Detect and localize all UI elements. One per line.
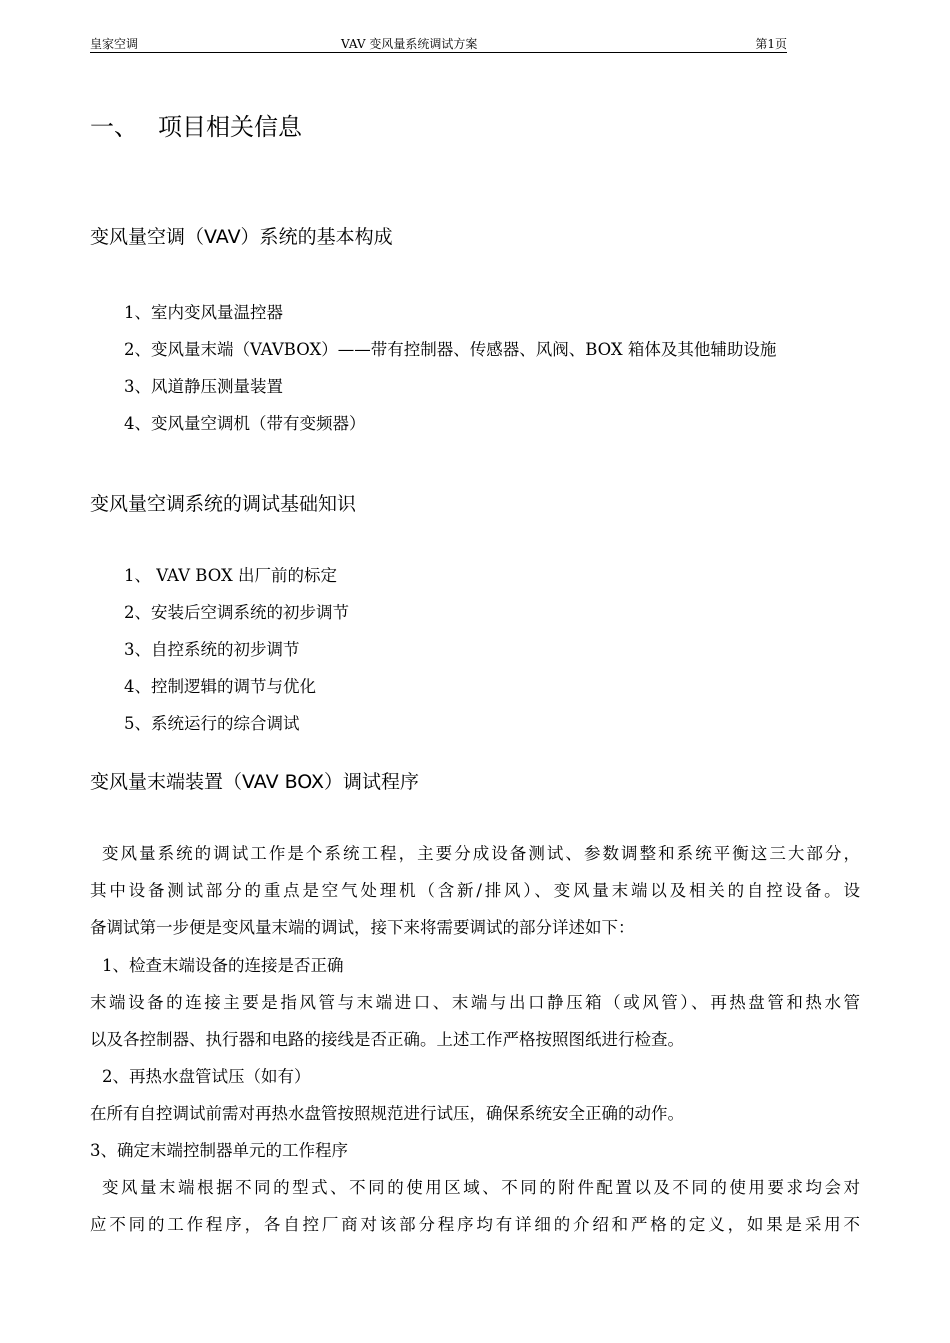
list-item: 3、风道静压测量装置 [124,377,283,396]
section-title-debug-basics: 变风量空调系统的调试基础知识 [90,493,357,515]
list-item: 1、室内变风量温控器 [124,303,283,322]
chapter-heading [90,110,302,144]
list-item: 1、 VAV BOX 出厂前的标定 [124,566,337,585]
header-doc-title: VAV 变风量系统调试方案 [341,37,478,51]
body-paragraph-line: 备调试第一步便是变风量末端的调试，接下来将需要调试的部分详述如下： [90,918,635,937]
step-heading: 2、再热水盘管试压（如有） [102,1067,311,1086]
chapter-title: 项目相关信息 [158,113,302,141]
body-paragraph-line: 末端设备的连接主要是指风管与末端进口、末端与出口静压箱（或风管）、再热盘管和热水管 [90,993,860,1012]
body-paragraph-line: 在所有自控调试前需对再热水盘管按照规范进行试压，确保系统安全正确的动作。 [90,1104,684,1123]
body-paragraph-line: 以及各控制器、执行器和电路的接线是否正确。上述工作严格按照图纸进行检查。 [90,1030,684,1049]
step-heading: 3、确定末端控制器单元的工作程序 [90,1141,348,1160]
section-title-vav-box-procedure: 变风量末端装置（VAV BOX）调试程序 [90,771,420,793]
body-paragraph-line: 其中设备测试部分的重点是空气处理机（含新/排风）、变风量末端以及相关的自控设备。设 [90,881,860,900]
body-paragraph-line: 变风量系统的调试工作是个系统工程，主要分成设备测试、参数调整和系统平衡这三大部分， [102,844,860,863]
body-paragraph-line: 变风量末端根据不同的型式、不同的使用区域、不同的附件配置以及不同的使用要求均会对 [102,1178,860,1197]
chapter-number: 一、 [90,113,138,141]
list-item: 4、控制逻辑的调节与优化 [124,677,316,696]
step-heading: 1、检查末端设备的连接是否正确 [102,956,344,975]
page-header [90,36,787,53]
body-paragraph-line: 应不同的工作程序，各自控厂商对该部分程序均有详细的介绍和严格的定义，如果是采用不 [90,1215,860,1234]
header-company: 皇家空调 [90,37,139,51]
section-title-basic-composition: 变风量空调（VAV）系统的基本构成 [90,226,393,248]
list-item: 3、自控系统的初步调节 [124,640,300,659]
list-item: 4、变风量空调机（带有变频器） [124,414,366,433]
header-page-number: 第1页 [755,37,787,51]
list-item: 2、变风量末端（VAVBOX）——带有控制器、传感器、风阀、BOX 箱体及其他辅助设施 [124,340,777,359]
list-item: 5、系统运行的综合调试 [124,714,300,733]
list-item: 2、安装后空调系统的初步调节 [124,603,349,622]
